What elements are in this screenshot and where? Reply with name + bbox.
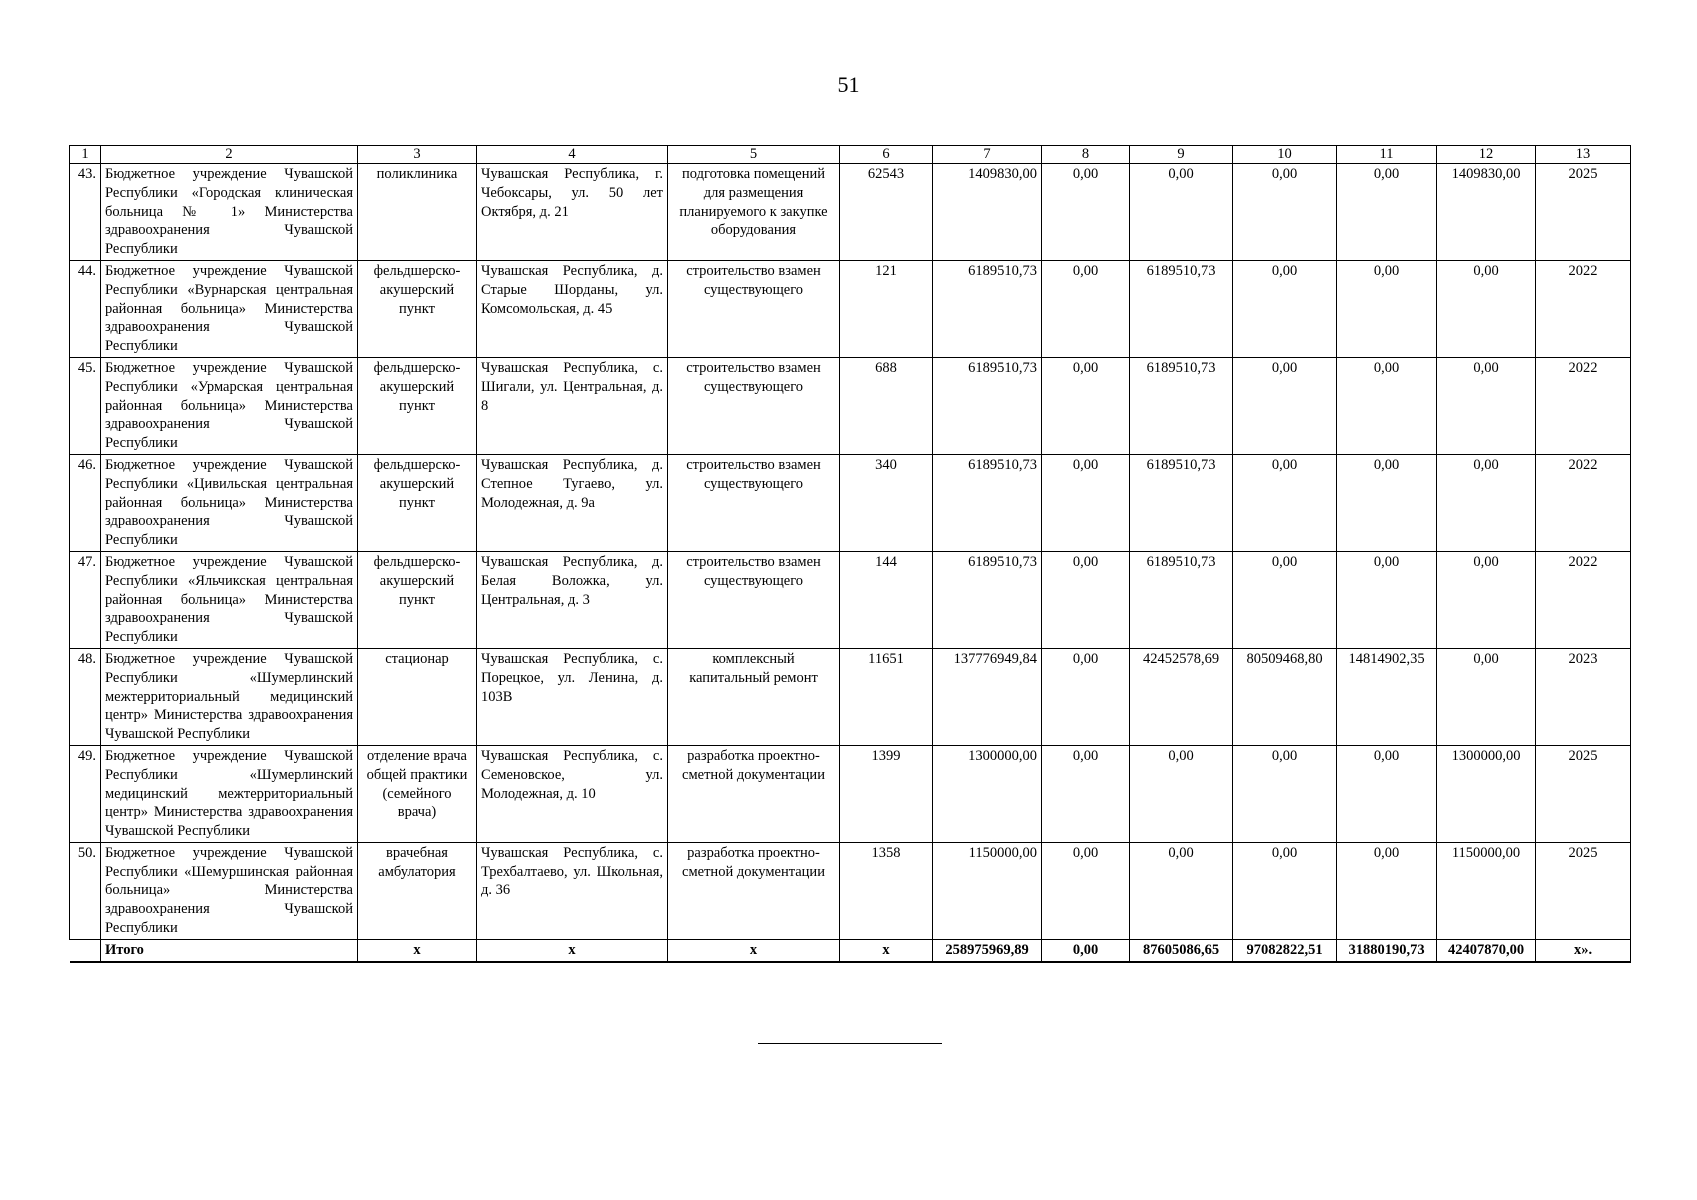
col-12-value: 0,00 xyxy=(1437,551,1536,648)
institution-name: Бюджетное учреждение Чувашской Республики «Урмарская центральная районная больница» Министерства здравоохранения Чувашской Республики xyxy=(101,357,358,454)
institution-name: Бюджетное учреждение Чувашской Республики «Городская клиническая больница № 1» Министерства здравоохранения Чувашской Республики xyxy=(101,164,358,261)
table-row xyxy=(70,454,1631,551)
col-10-value: 0,00 xyxy=(1233,454,1337,551)
col-11-value: 0,00 xyxy=(1337,842,1437,939)
col-12-value: 0,00 xyxy=(1437,357,1536,454)
col-13-year: 2025 xyxy=(1536,842,1631,939)
col-6-value: 340 xyxy=(840,454,933,551)
table-row xyxy=(70,260,1631,357)
column-header: 11 xyxy=(1337,146,1437,164)
col-8-value: 0,00 xyxy=(1042,745,1130,842)
footer-divider xyxy=(758,1043,942,1044)
table-row xyxy=(70,745,1631,842)
facility-type: стационар xyxy=(358,648,477,745)
institution-name: Бюджетное учреждение Чувашской Республики «Цивильская центральная районная больница» Министерства здравоохранения Чувашской Республики xyxy=(101,454,358,551)
col-10-value: 80509468,80 xyxy=(1233,648,1337,745)
address: Чувашская Республика, с. Порецкое, ул. Ленина, д. 103В xyxy=(477,648,668,745)
work-type: строительство взамен существующего xyxy=(668,357,840,454)
col-13-year: 2022 xyxy=(1536,454,1631,551)
col-10-value: 0,00 xyxy=(1233,842,1337,939)
col-6-value: 1399 xyxy=(840,745,933,842)
table-row xyxy=(70,357,1631,454)
col-7-value: 6189510,73 xyxy=(933,551,1042,648)
col-9-value: 0,00 xyxy=(1130,164,1233,261)
col-11-value: 0,00 xyxy=(1337,551,1437,648)
total-c3: х xyxy=(358,939,477,961)
total-c7: 258975969,89 xyxy=(933,939,1042,961)
total-row xyxy=(70,939,1631,961)
col-11-value: 0,00 xyxy=(1337,164,1437,261)
institution-name: Бюджетное учреждение Чувашской Республики «Шемуршинская районная больница» Министерства здравоохранения Чувашской Республики xyxy=(101,842,358,939)
col-7-value: 137776949,84 xyxy=(933,648,1042,745)
column-header: 7 xyxy=(933,146,1042,164)
total-label: Итого xyxy=(101,939,358,961)
col-6-value: 11651 xyxy=(840,648,933,745)
col-9-value: 42452578,69 xyxy=(1130,648,1233,745)
col-7-value: 6189510,73 xyxy=(933,357,1042,454)
col-6-value: 121 xyxy=(840,260,933,357)
col-13-year: 2025 xyxy=(1536,745,1631,842)
facility-type: фельдшерско-акушерский пункт xyxy=(358,357,477,454)
col-6-value: 62543 xyxy=(840,164,933,261)
col-8-value: 0,00 xyxy=(1042,260,1130,357)
col-11-value: 0,00 xyxy=(1337,454,1437,551)
col-9-value: 6189510,73 xyxy=(1130,357,1233,454)
column-header: 10 xyxy=(1233,146,1337,164)
column-header: 8 xyxy=(1042,146,1130,164)
col-7-value: 6189510,73 xyxy=(933,454,1042,551)
page-number: 51 xyxy=(837,72,860,97)
address: Чувашская Республика, д. Степное Тугаево, ул. Молодежная, д. 9а xyxy=(477,454,668,551)
col-7-value: 6189510,73 xyxy=(933,260,1042,357)
address: Чувашская Республика, г. Чебоксары, ул. 50 лет Октября, д. 21 xyxy=(477,164,668,261)
col-6-value: 688 xyxy=(840,357,933,454)
col-8-value: 0,00 xyxy=(1042,357,1130,454)
col-9-value: 6189510,73 xyxy=(1130,260,1233,357)
row-number: 49. xyxy=(70,745,101,842)
column-header: 13 xyxy=(1536,146,1631,164)
total-c11: 31880190,73 xyxy=(1337,939,1437,961)
work-type: разработка проектно-сметной документации xyxy=(668,745,840,842)
total-c10: 97082822,51 xyxy=(1233,939,1337,961)
col-13-year: 2022 xyxy=(1536,260,1631,357)
institution-name: Бюджетное учреждение Чувашской Республики «Яльчикская центральная районная больница» Министерства здравоохранения Чувашской Республики xyxy=(101,551,358,648)
col-10-value: 0,00 xyxy=(1233,260,1337,357)
column-header: 5 xyxy=(668,146,840,164)
column-header: 9 xyxy=(1130,146,1233,164)
col-13-year: 2023 xyxy=(1536,648,1631,745)
col-8-value: 0,00 xyxy=(1042,454,1130,551)
address: Чувашская Республика, с. Шигали, ул. Центральная, д. 8 xyxy=(477,357,668,454)
address: Чувашская Республика, д. Старые Шорданы, ул. Комсомольская, д. 45 xyxy=(477,260,668,357)
institution-name: Бюджетное учреждение Чувашской Республики «Шумерлинский медицинский межтерриториальный центр» Министерства здравоохранения Чувашской Республики xyxy=(101,745,358,842)
row-number: 46. xyxy=(70,454,101,551)
col-8-value: 0,00 xyxy=(1042,842,1130,939)
col-13-year: 2022 xyxy=(1536,551,1631,648)
table-row xyxy=(70,551,1631,648)
table-row xyxy=(70,164,1631,261)
row-number: 48. xyxy=(70,648,101,745)
facility-type: врачебная амбулатория xyxy=(358,842,477,939)
address: Чувашская Республика, с. Семеновское, ул. Молодежная, д. 10 xyxy=(477,745,668,842)
col-12-value: 0,00 xyxy=(1437,648,1536,745)
work-type: строительство взамен существующего xyxy=(668,260,840,357)
total-c5: х xyxy=(668,939,840,961)
col-7-value: 1409830,00 xyxy=(933,164,1042,261)
facility-type: фельдшерско-акушерский пункт xyxy=(358,454,477,551)
facility-type: поликлиника xyxy=(358,164,477,261)
data-table xyxy=(69,145,1631,963)
row-number: 45. xyxy=(70,357,101,454)
col-13-year: 2025 xyxy=(1536,164,1631,261)
work-type: строительство взамен существующего xyxy=(668,551,840,648)
institution-name: Бюджетное учреждение Чувашской Республики «Шумерлинский межтерриториальный медицинский центр» Министерства здравоохранения Чувашской Республики xyxy=(101,648,358,745)
table-row xyxy=(70,648,1631,745)
address: Чувашская Республика, д. Белая Воложка, ул. Центральная, д. 3 xyxy=(477,551,668,648)
col-8-value: 0,00 xyxy=(1042,648,1130,745)
work-type: комплексный капитальный ремонт xyxy=(668,648,840,745)
facility-type: фельдшерско-акушерский пункт xyxy=(358,551,477,648)
col-7-value: 1150000,00 xyxy=(933,842,1042,939)
work-type: строительство взамен существующего xyxy=(668,454,840,551)
column-header: 3 xyxy=(358,146,477,164)
col-11-value: 0,00 xyxy=(1337,745,1437,842)
col-11-value: 0,00 xyxy=(1337,260,1437,357)
work-type: подготовка помещений для размещения планируемого к закупке оборудования xyxy=(668,164,840,261)
row-number: 43. xyxy=(70,164,101,261)
col-9-value: 6189510,73 xyxy=(1130,551,1233,648)
row-number: 50. xyxy=(70,842,101,939)
col-12-value: 1150000,00 xyxy=(1437,842,1536,939)
col-11-value: 0,00 xyxy=(1337,357,1437,454)
col-6-value: 1358 xyxy=(840,842,933,939)
col-6-value: 144 xyxy=(840,551,933,648)
total-c13: х». xyxy=(1536,939,1631,961)
row-number: 44. xyxy=(70,260,101,357)
col-9-value: 0,00 xyxy=(1130,745,1233,842)
facility-type: фельдшерско-акушерский пункт xyxy=(358,260,477,357)
col-9-value: 6189510,73 xyxy=(1130,454,1233,551)
col-9-value: 0,00 xyxy=(1130,842,1233,939)
col-7-value: 1300000,00 xyxy=(933,745,1042,842)
table-row xyxy=(70,842,1631,939)
total-c4: х xyxy=(477,939,668,961)
column-header: 1 xyxy=(70,146,101,164)
col-13-year: 2022 xyxy=(1536,357,1631,454)
address: Чувашская Республика, с. Трехбалтаево, ул. Школьная, д. 36 xyxy=(477,842,668,939)
col-8-value: 0,00 xyxy=(1042,551,1130,648)
facility-type: отделение врача общей практики (семейного врача) xyxy=(358,745,477,842)
col-10-value: 0,00 xyxy=(1233,164,1337,261)
work-type: разработка проектно-сметной документации xyxy=(668,842,840,939)
column-header: 12 xyxy=(1437,146,1536,164)
total-c9: 87605086,65 xyxy=(1130,939,1233,961)
col-11-value: 14814902,35 xyxy=(1337,648,1437,745)
total-empty-cell xyxy=(70,939,101,961)
col-12-value: 0,00 xyxy=(1437,454,1536,551)
col-8-value: 0,00 xyxy=(1042,164,1130,261)
column-header: 2 xyxy=(101,146,358,164)
column-header: 6 xyxy=(840,146,933,164)
col-10-value: 0,00 xyxy=(1233,745,1337,842)
col-12-value: 1300000,00 xyxy=(1437,745,1536,842)
row-number: 47. xyxy=(70,551,101,648)
col-10-value: 0,00 xyxy=(1233,551,1337,648)
col-12-value: 0,00 xyxy=(1437,260,1536,357)
column-header: 4 xyxy=(477,146,668,164)
total-c8: 0,00 xyxy=(1042,939,1130,961)
institution-name: Бюджетное учреждение Чувашской Республики «Вурнарская центральная районная больница» Министерства здравоохранения Чувашской Республики xyxy=(101,260,358,357)
total-c12: 42407870,00 xyxy=(1437,939,1536,961)
col-12-value: 1409830,00 xyxy=(1437,164,1536,261)
total-c6: х xyxy=(840,939,933,961)
col-10-value: 0,00 xyxy=(1233,357,1337,454)
header-row xyxy=(70,146,1631,164)
